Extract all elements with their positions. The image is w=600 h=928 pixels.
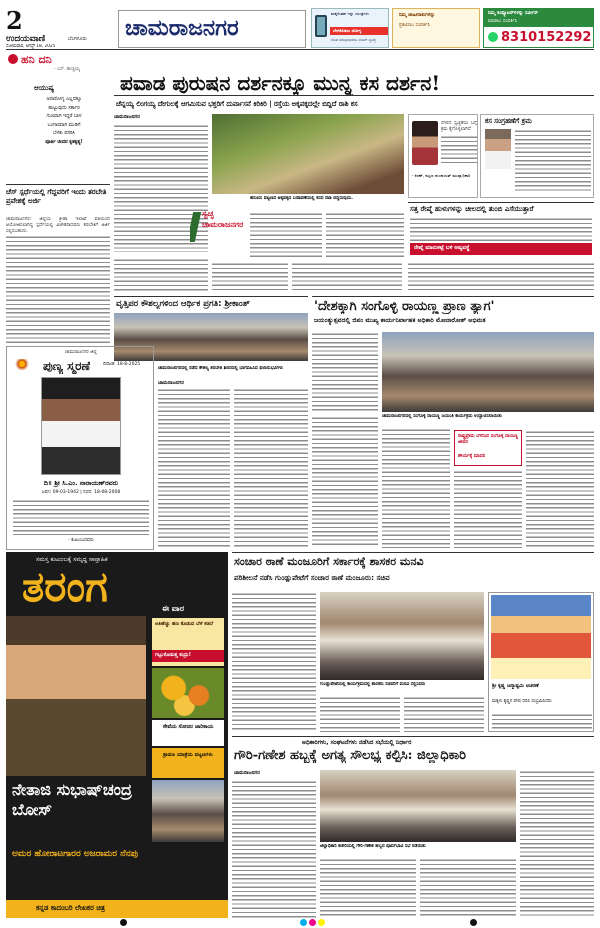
main-subhead: ಚೆನ್ನಯ್ಯ ಲಿಂಗಯ್ಯ ದೇಗುಲಕ್ಕೆ ಆಗಮಿಸುವ ಭಕ್ತರಿಗೆ ದುರ್ವಾಸನೆ ಕಿರಿಕಿರಿ | ರಸ್ತೆಯ ಅಕ್ಕಪಕ್ಕದಲ್ಲೇ ಬಿದ್ದಿದೆ ರಾಶಿ ಕಸ xyxy=(116,100,358,108)
story3-subhead: ಜಯಂತ್ಯುತ್ಸವದಲ್ಲಿ ಜಿಪಂ ಮುಖ್ಯ ಕಾರ್ಯನಿರ್ವಾಹಕ ಅಧಿಕಾರಿ ಮೋನಾರೋತ್ ಅಭಿಮತ xyxy=(314,317,486,324)
header-ad-3-phone: 8310152292 xyxy=(501,30,592,45)
whatsapp-icon xyxy=(488,32,498,42)
hani-dani-box xyxy=(6,54,110,180)
story2-body-1 xyxy=(158,388,230,548)
phone-icon xyxy=(315,15,327,37)
taranga-tagline: ಸಮಸ್ತ ಕುಟುಂಬಕ್ಕೆ ಸಮೃದ್ಧ ಸಾಪ್ತಾಹಿಕ xyxy=(36,556,108,563)
district-title: ಚಾಮರಾಜನಗರ xyxy=(125,15,239,41)
story5-body-1 xyxy=(232,780,316,918)
story5-photo xyxy=(320,770,516,842)
story4-body-3 xyxy=(404,696,484,732)
poem-line: ಬಂಗಾರವಾಗಿ ಮುಡಿಗೆ xyxy=(47,122,81,128)
taranga-title: ತರಂಗ xyxy=(22,562,108,611)
story3 xyxy=(312,296,594,328)
quote-box xyxy=(408,114,478,198)
obituary-name: ದಿ॥ ಶ್ರೀ ಸಿ.ಎಂ. ನಾರಾಯಣ್‌ರವರು xyxy=(43,479,119,487)
story3-box1: ರಾಷ್ಟ್ರಪ್ರೇಮ ಬೆಳೆಸುವ ಸಂಗೊಳ್ಳಿ ರಾಯಣ್ಣ ಜೀವನ xyxy=(458,434,519,445)
header-ad-1-note: ಜೊತೆ ಯಾವುದಾದರೂ ನಂಬರ್ ವ್ಯವಸ್ಥೆ xyxy=(331,38,377,42)
taranga-subtitle: ಈ ವಾರ xyxy=(162,604,184,613)
taranga-footer: ಕನ್ನಡ ಕಾದಂಬರಿ ಲೇಖಕರ ಚಿತ್ರ xyxy=(36,904,105,912)
taranga-feature3 xyxy=(152,748,224,778)
poem-line: ಹುಟ್ಟುವುದು ಸರ್ಕಾರ xyxy=(48,105,80,111)
registration-mark xyxy=(309,919,316,926)
district-banner xyxy=(118,10,306,48)
header-ad-1 xyxy=(311,8,389,48)
story3-body-5 xyxy=(526,430,594,548)
obituary-dates: ಜನನ: 09-03-1942 | ನಿಧನ: 18-08-2008 xyxy=(41,490,121,495)
main-headline: ಪವಾಡ ಪುರುಷನ ದರ್ಶನಕ್ಕೂ ಮುನ್ನ ಕಸ ದರ್ಶನ! xyxy=(120,71,441,95)
story2-headline: ವೃತ್ತಿಪರ ಕೌಶಲ್ಯಗಳಿಂದ ಆರ್ಥಿಕ ಪ್ರಗತಿ: ಶ್ರೀಕಾಂತ್ xyxy=(116,299,250,309)
taranga-feature2-text: ಸೇವೆಯ ಸೋದರ ಜಾರಿಕಾಯ xyxy=(162,724,214,730)
side-box-text xyxy=(515,129,591,193)
main-continuation-2 xyxy=(292,262,402,292)
story3-body-3 xyxy=(382,428,450,548)
silk-headline: ಸತ್ತ ರೇಷ್ಮೆ ಹುಳುಗಳನ್ನು ಚೀಲದಲ್ಲಿ ತುಂಬಿ ಎಸೆಯುತ್ತಾರೆ xyxy=(410,205,534,213)
story2-body-2 xyxy=(234,388,308,548)
story5-body-3 xyxy=(420,858,516,918)
story2-caption: ಚಾಮರಾಜನಗರದಲ್ಲಿ ನಡೆದ ಕೌಶಲ್ಯ ತರಬೇತಿ ಶಿಬಿರದಲ್ಲಿ ಭಾಗವಹಿಸಿದ ಫಲಾನುಭವಿಗಳು xyxy=(158,366,283,371)
story3-caption: ಚಾಮರಾಜನಗರದಲ್ಲಿ ಸಂಗೊಳ್ಳಿ ರಾಯಣ್ಣ ಜಯಂತಿ ಕಾರ್ಯಕ್ರಮ ಉದ್ಘಾಟಿಸಲಾಯಿತು xyxy=(382,414,502,419)
hani-dani-badge xyxy=(8,54,18,64)
header-ad-1-text: ಮಕ್ಕಳಿಂತಹ ಇನ್ನು ಯಂತ್ರಗಳು xyxy=(331,11,369,16)
story4-body-1 xyxy=(232,592,316,732)
story4-body-2 xyxy=(320,696,400,732)
header-ad-3-text: ನಿಮ್ಮ ಕಂಪ್ಯೂಟರ್‌ಗಳನ್ನು ಸರ್ವೀಸ್ xyxy=(488,11,538,16)
swachha-logo-text: ಸ್ವಚ್ಛ ಚಾಮರಾಜನಗರ xyxy=(202,208,244,229)
swachha-logo xyxy=(190,206,248,244)
quote-intro: ನಗರದ ಸ್ವಚ್ಛತೆಯ ಬಗ್ಗೆ ಕ್ರಮ ಕೈಗೊಳ್ಳಲಾಗಿದೆ xyxy=(441,121,477,132)
story3-body-1 xyxy=(312,332,378,412)
left-story-body xyxy=(6,235,110,343)
header-ad-3-sub: ಮಾಡಲು ಸಂಪರ್ಕಿಸಿ xyxy=(488,19,518,24)
krishna-caption: ಮಕ್ಕಳು ಕೃಷ್ಣನ ವೇಷ ಧರಿಸಿ ಸಂಭ್ರಮಿಸಿದರು xyxy=(492,699,552,704)
story3-headline: 'ದೇಶಕ್ಕಾಗಿ ಸಂಗೊಳ್ಳಿ ರಾಯಣ್ಣ ಪ್ರಾಣ ತ್ಯಾಗ' xyxy=(314,299,495,314)
registration-mark xyxy=(120,919,127,926)
header-ad-2-text: ನಿಮ್ಮ ಜಾಹೀರಾತುಗಳನ್ನು xyxy=(399,13,435,18)
main-story-body-3 xyxy=(326,212,404,258)
poem-line: ಗುಣವಾಗಿ ಇದ್ದರೆ ಬಾಳ xyxy=(46,114,82,119)
krishna-title: ಶ್ರೀ ಕೃಷ್ಣ ಜನ್ಮಾಷ್ಟಮಿ ಆಚರಣೆ xyxy=(492,683,539,689)
broom-icon xyxy=(190,212,201,242)
side-box xyxy=(480,114,594,198)
quote-name: - ಕಿರಣ್, ಪಟ್ಟಣ ಪಂಚಾಯತ್ ಮುಖ್ಯಾಧಿಕಾರಿ xyxy=(412,173,471,178)
main-byline: ಚಾಮರಾಜನಗರ xyxy=(114,114,140,120)
story4-caption: ಗುಂಡ್ಲುಪೇಟೆಯಲ್ಲಿ ಕಾರ್ಯಕ್ರಮದಲ್ಲಿ ಶಾಸಕರು ಸಚಿವರಿಗೆ ಮನವಿ ಸಲ್ಲಿಸಿದರು xyxy=(320,682,426,687)
krishna-photo xyxy=(491,595,591,679)
left-story xyxy=(6,184,110,344)
poem-line: ಪೂರ್ತಿ ಜೀವನ ಕೃತಕೃತ್ಯ! xyxy=(45,139,83,145)
mango-photo xyxy=(152,668,224,718)
obituary-title: ಪುಣ್ಯ ಸ್ಮರಣೆ xyxy=(43,359,91,373)
story5-byline: ಚಾಮರಾಜನಗರ xyxy=(234,770,260,776)
main-continuation-3 xyxy=(408,262,594,292)
taranga-feature1-band xyxy=(152,650,224,662)
poem-lines xyxy=(22,96,106,147)
story3-photo xyxy=(382,332,594,412)
silk-strip xyxy=(410,243,592,255)
taranga-feature1b-text: ಗಬ್ಬುಕೊಡುತ್ತ ಕುದ್ರು! xyxy=(155,652,191,658)
page-number: 2 xyxy=(6,8,23,34)
side-portrait xyxy=(485,129,511,169)
official-portrait xyxy=(412,121,438,165)
story5-body-4 xyxy=(520,770,594,918)
registration-mark xyxy=(300,919,307,926)
header-ad-2 xyxy=(392,8,480,48)
story5-headline: ಗೌರಿ-ಗಣೇಶ ಹಬ್ಬಕ್ಕೆ ಅಗತ್ಯ ಸೌಲಭ್ಯ ಕಲ್ಪಿಸಿ: ಜಿಲ್ಲಾಧಿಕಾರಿ xyxy=(234,748,466,763)
registration-mark xyxy=(470,919,477,926)
story4-headline1: ಸಂಚಾರ ಠಾಣೆ ಮಂಜೂರಿಗೆ ಸರ್ಕಾರಕ್ಕೆ ಶಾಸಕರ ಮನವಿ xyxy=(234,555,424,568)
hani-dani-byline: - ಎಸ್. ಹುಚ್ಚಯ್ಯ xyxy=(54,67,81,72)
story3-box xyxy=(454,430,522,466)
taranga-photo-3 xyxy=(152,780,224,842)
taranga-feature2 xyxy=(152,720,224,746)
left-story-lede: ಚಾಮರಾಜನಗರ: ಜಿಲ್ಲೆಯ ಕ್ರೀಡಾ ಇಲಾಖೆ ವತಿಯಿಂದ ಆಯೋಜಿಸಲಾಗಿದ್ದ ಸ್ಪರ್ಧೆಯಲ್ಲಿ ವಿಜೇತರಾದವರು ತರಬೇತಿಗೆ ಅರ್ಜಿ ಸಲ್ಲಿಸಬಹುದು. xyxy=(6,217,110,234)
obituary-date: ದಿನಾಂಕ: 18-8-2025 xyxy=(103,362,141,367)
left-story-headline: ಚೆಸ್ ಸ್ಪರ್ಧೆಯಲ್ಲಿ ಗೆದ್ದವರಿಗೆ ಇಂದು ತರಬೇತಿ ಪ್ರವೇಶಕ್ಕೆ ಅರ್ಜಿ xyxy=(6,188,107,205)
lamp-icon xyxy=(15,359,29,373)
story5-body-2 xyxy=(320,858,416,918)
main-headline-bar xyxy=(114,70,594,96)
story2-byline: ಚಾಮರಾಜನಗರ xyxy=(158,380,184,386)
poem-line: ಬೆಳಕು ಪಸರಿಸಿ xyxy=(53,131,75,136)
story5-banner-text: ಅಧಿಕಾರಿಗಳು, ಸಂಘಟನೆಗಳು ನಡೆಸಿದ ಸಭೆಯಲ್ಲಿ ನಿರ್ಧಾರ xyxy=(302,739,412,746)
netaji-portrait xyxy=(6,616,146,776)
netaji-line: ಅಮರ ಹೋರಾಟಗಾರರ ಅಜರಾಮರ ನೆನಪು xyxy=(12,849,138,859)
quote-text xyxy=(441,135,477,165)
obituary-text xyxy=(13,499,149,535)
main-continuation-0 xyxy=(114,258,208,292)
paper-name: ಉದಯವಾಣಿ xyxy=(6,34,46,44)
netaji-name: ನೇತಾಜಿ ಸುಭಾಷ್‌ಚಂದ್ರ ಬೋಸ್ xyxy=(12,780,132,819)
obituary-footer: - ಕುಟುಂಬದವರು xyxy=(68,538,94,543)
date: ಸೋಮವಾರ, ಆಗಸ್ಟ್ 18, 2025 xyxy=(6,44,56,49)
krishna-text xyxy=(492,713,592,731)
taranga-feature1-text: ಅತಿಹೆಚ್ಚು ಹಣ ಕೊಡುವ ಬೆಳೆ ಕಡಲೆ xyxy=(155,621,214,627)
side-box-title: ಕಸ ಸಂಗ್ರಹಣೆಗೆ ಕ್ರಮ xyxy=(485,117,532,125)
taranga-feature3-text: ಶ್ರಾವಣ ಯಾತ್ರೆಯ ಪಟ್ಟಣಗಳು xyxy=(163,752,213,758)
taranga-ad xyxy=(6,552,228,918)
story5-caption: ಜಿಲ್ಲಾಧಿಕಾರಿ ಕಚೇರಿಯಲ್ಲಿ ಗೌರಿ-ಗಣೇಶ ಹಬ್ಬದ ಪೂರ್ವಭಾವಿ ಸಭೆ ನಡೆಯಿತು xyxy=(320,844,426,849)
registration-mark xyxy=(318,919,325,926)
header-ad-2-sub: ಪ್ರಕಟಿಸಲು ಸಂಪರ್ಕಿಸಿ xyxy=(399,23,430,28)
garbage-photo xyxy=(212,114,404,194)
story5-banner xyxy=(232,736,594,748)
taranga-feature1 xyxy=(152,618,224,666)
main-continuation-1 xyxy=(212,262,288,292)
obituary-box xyxy=(6,346,154,550)
story4-headline2: ಪರಿಶೀಲನೆ ನಡೆಸಿ ಗುಂಡ್ಲುಪೇಟೆಗೆ ಸಂಚಾರ ಠಾಣೆ ಮಂಜೂರು: ಸಚಿವ xyxy=(234,573,390,582)
hani-dani-title: ಹನಿ ದನಿ xyxy=(21,54,52,66)
story3-box2: ಶೌರ್ಯಕ್ಕೆ ಮಾದರಿ xyxy=(458,454,486,459)
header-ad-1-sub: ಬೇಗಕೊಡಲು ಯೋಗ್ಯ xyxy=(333,28,362,33)
obituary-top: ಚಾಮರಾಜನಗರ ಜಿಲ್ಲೆ xyxy=(65,350,97,355)
edition: ಬೆಂಗಳೂರು xyxy=(68,36,87,42)
story4-photo xyxy=(320,592,484,680)
story3-body-2 xyxy=(312,416,378,548)
obituary-portrait xyxy=(41,377,121,475)
taranga-footer-band xyxy=(6,900,228,918)
header-ad-3 xyxy=(483,8,594,48)
silk-story xyxy=(408,202,594,258)
main-story-body-2 xyxy=(250,212,322,258)
poem-title: ಆಯುಷ್ಯ xyxy=(34,84,55,92)
silk-strip-text: ರೇಷ್ಮೆ ಮಾರುಕಟ್ಟೆ ಬಳಿ ಅವ್ಯವಸ್ಥೆ xyxy=(414,245,470,251)
story3-body-4 xyxy=(454,470,522,548)
story4 xyxy=(232,552,594,588)
poem-line: ಅನಾರೋಗ್ಯ ಎಲ್ಲದಕ್ಕೂ xyxy=(46,97,82,102)
masthead xyxy=(6,8,594,50)
silk-body xyxy=(410,217,592,241)
krishna-box xyxy=(488,592,594,732)
garbage-photo-caption: ಹನೂರು ಪಟ್ಟಣದ ಅಕ್ಕಪಕ್ಕದ ಬಡಾವಣೆಯಲ್ಲಿ ಕಸದ ರಾಶಿ ಬಿದ್ದಿರುವುದು. xyxy=(250,196,353,201)
